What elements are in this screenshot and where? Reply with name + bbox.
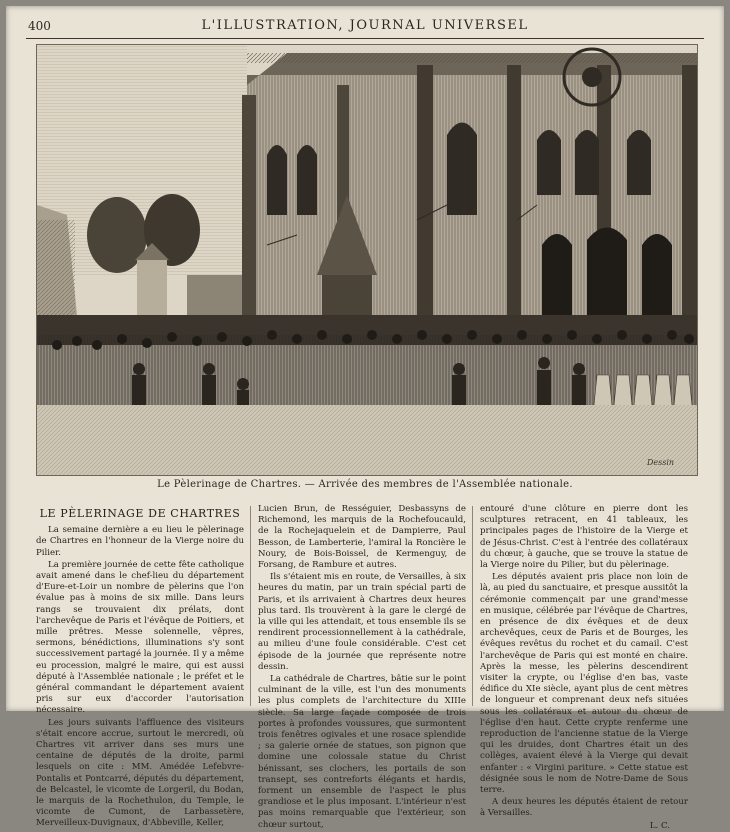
paragraph: La cathédrale de Chartres, bâtie sur le point culminant de la ville, est l'un des monuments les plus complets de l'architecture du XIIIe siècle. Sa large façade composée de trois portes à profondes voussures, que surmontent trois fenêtres ogivales et une rosace splendide ; sa galerie ornée de statues, son pignon que domine une colossale statue du Christ bénissant, ses clochers, les portails de son transept, ses contreforts élégants et hardis, forment un ensemble de l'aspect le plus grandiose et le plus imposant. L'intérieur n'est pas moins remarquable que l'extérieur, son chœur surtout, (258, 674, 466, 830)
paragraph: La semaine dernière a eu lieu le pèlerinage de Chartres en l'honneur de la Vierge noire du Pilier. (36, 525, 244, 558)
column-divider (250, 506, 251, 706)
article-body (36, 504, 700, 831)
column-divider (472, 506, 473, 706)
paragraph: Les députés avaient pris place non loin de là, au pied du sanctuaire, et presque aussitôt la cérémonie commençait par une grand'messe en musique, célébrée par l'évêque de Chartres, en présence de dix évêques et de deux archevêques, ceux de Paris et de Bourges, les évêques revêtus du rochet et du camail. C'est l'archevêque de Paris qui est monté en chaire. Après la messe, les pèlerins descendirent visiter la crypte, ou l'église d'en bas, vaste édifice du XIe siècle, ayant plus de cent mètres de longueur et comprenant deux nefs situées sous les collatéraux et autour du chœur de l'église d'en haut. Cette crypte renferme une reproduction de l'ancienne statue de la Vierge qui les druides, dont Chartres était un des collèges, avaient élevé à la Vierge qui devait enfanter : « Virgini pariture. » Cette statue est désignée sous le nom de Notre-Dame de Sous terre. (480, 572, 688, 796)
paragraph: La première journée de cette fête catholique avait amené dans le chef-lieu du département d'Eure-et-Loir un nombre de pèlerins que l'on évalue pas à moins de six mille. Dans leurs rangs se trouvaient dix prélats, dont l'archevêque de Paris et l'évêque de Poitiers, et mille prêtres. Messe solennelle, vêpres, sermons, bénédictions, illuminations s'y sont successivement partagé la journée. Il y a même eu procession, malgré le maire, qui est aussi député à l'Assemblée nationale ; le préfet et le général commandant le département avaient pris sur eux d'accorder l'autorisation nécessaire. (36, 559, 244, 716)
page-header (26, 16, 704, 39)
engraving-caption: Le Pèlerinage de Chartres. — Arrivée des membres de l'Assemblée nationale. (157, 479, 573, 490)
artist-signature: Dessin (647, 458, 675, 467)
journal-title: L'ILLUSTRATION, JOURNAL UNIVERSEL (201, 18, 529, 33)
paragraph: Lucien Brun, de Rességuier, Desbassyns de Richemond, les marquis de la Rochefoucauld, de la Rochejaquelein et de Dampierre, Paul Besson, de Lamberterie, l'amiral la Roncière le Noury, de Bois-Boissel, de Kermenguy, de Forsang, de Rambure et autres. (258, 504, 466, 571)
column-2 (258, 504, 466, 830)
newspaper-page (6, 6, 724, 831)
article-title: LE PÈLERINAGE DE CHARTRES (39, 507, 241, 520)
cathedral-crowd-engraving (37, 45, 697, 475)
engraving-illustration (36, 44, 698, 476)
page-number: 400 (28, 19, 51, 33)
author-signature: L. C. (649, 820, 670, 831)
paragraph: entouré d'une clôture en pierre dont les sculptures retracent, en 41 tableaux, les principales pages de l'histoire de la Vierge et de Jésus-Christ. C'est à l'entrée des collatéraux du chœur, à gauche, que se trouve la statue de la Vierge noire du Pilier, but du pèlerinage. (480, 504, 688, 571)
cathedral (242, 49, 697, 320)
column-1 (36, 504, 244, 829)
paragraph: A deux heures les députés étaient de retour à Versailles. (480, 797, 688, 819)
column-3 (480, 504, 688, 831)
paragraph: Les jours suivants l'affluence des visiteurs s'était encore accrue, surtout le mercredi, où Chartres vit arriver dans ses murs une centaine de députés de la droite, parmi lesquels on cite : MM. Amédée Lefebvre-Pontalis et Pontcarré, députés du département, de Belcastel, le vicomte de Lorgeril, du Bodan, le marquis de la Rochethulon, du Temple, le vicomte de Cumont, de Larbassetère, Merveilleux-Duvignaux, d'Abbeville, Keller, (36, 717, 244, 829)
paragraph: Ils s'étaient mis en route, de Versailles, à six heures du matin, par un train spécial parti de Paris, et ils arrivaient à Chartres deux heures plus tard. Ils trouvèrent à la gare le clergé de la ville qui les attendait, et tous ensemble ils se rendirent processionnellement à la cathédrale, au milieu d'une foule considérable. C'est cet épisode de la journée que représente notre dessin. (258, 572, 466, 672)
